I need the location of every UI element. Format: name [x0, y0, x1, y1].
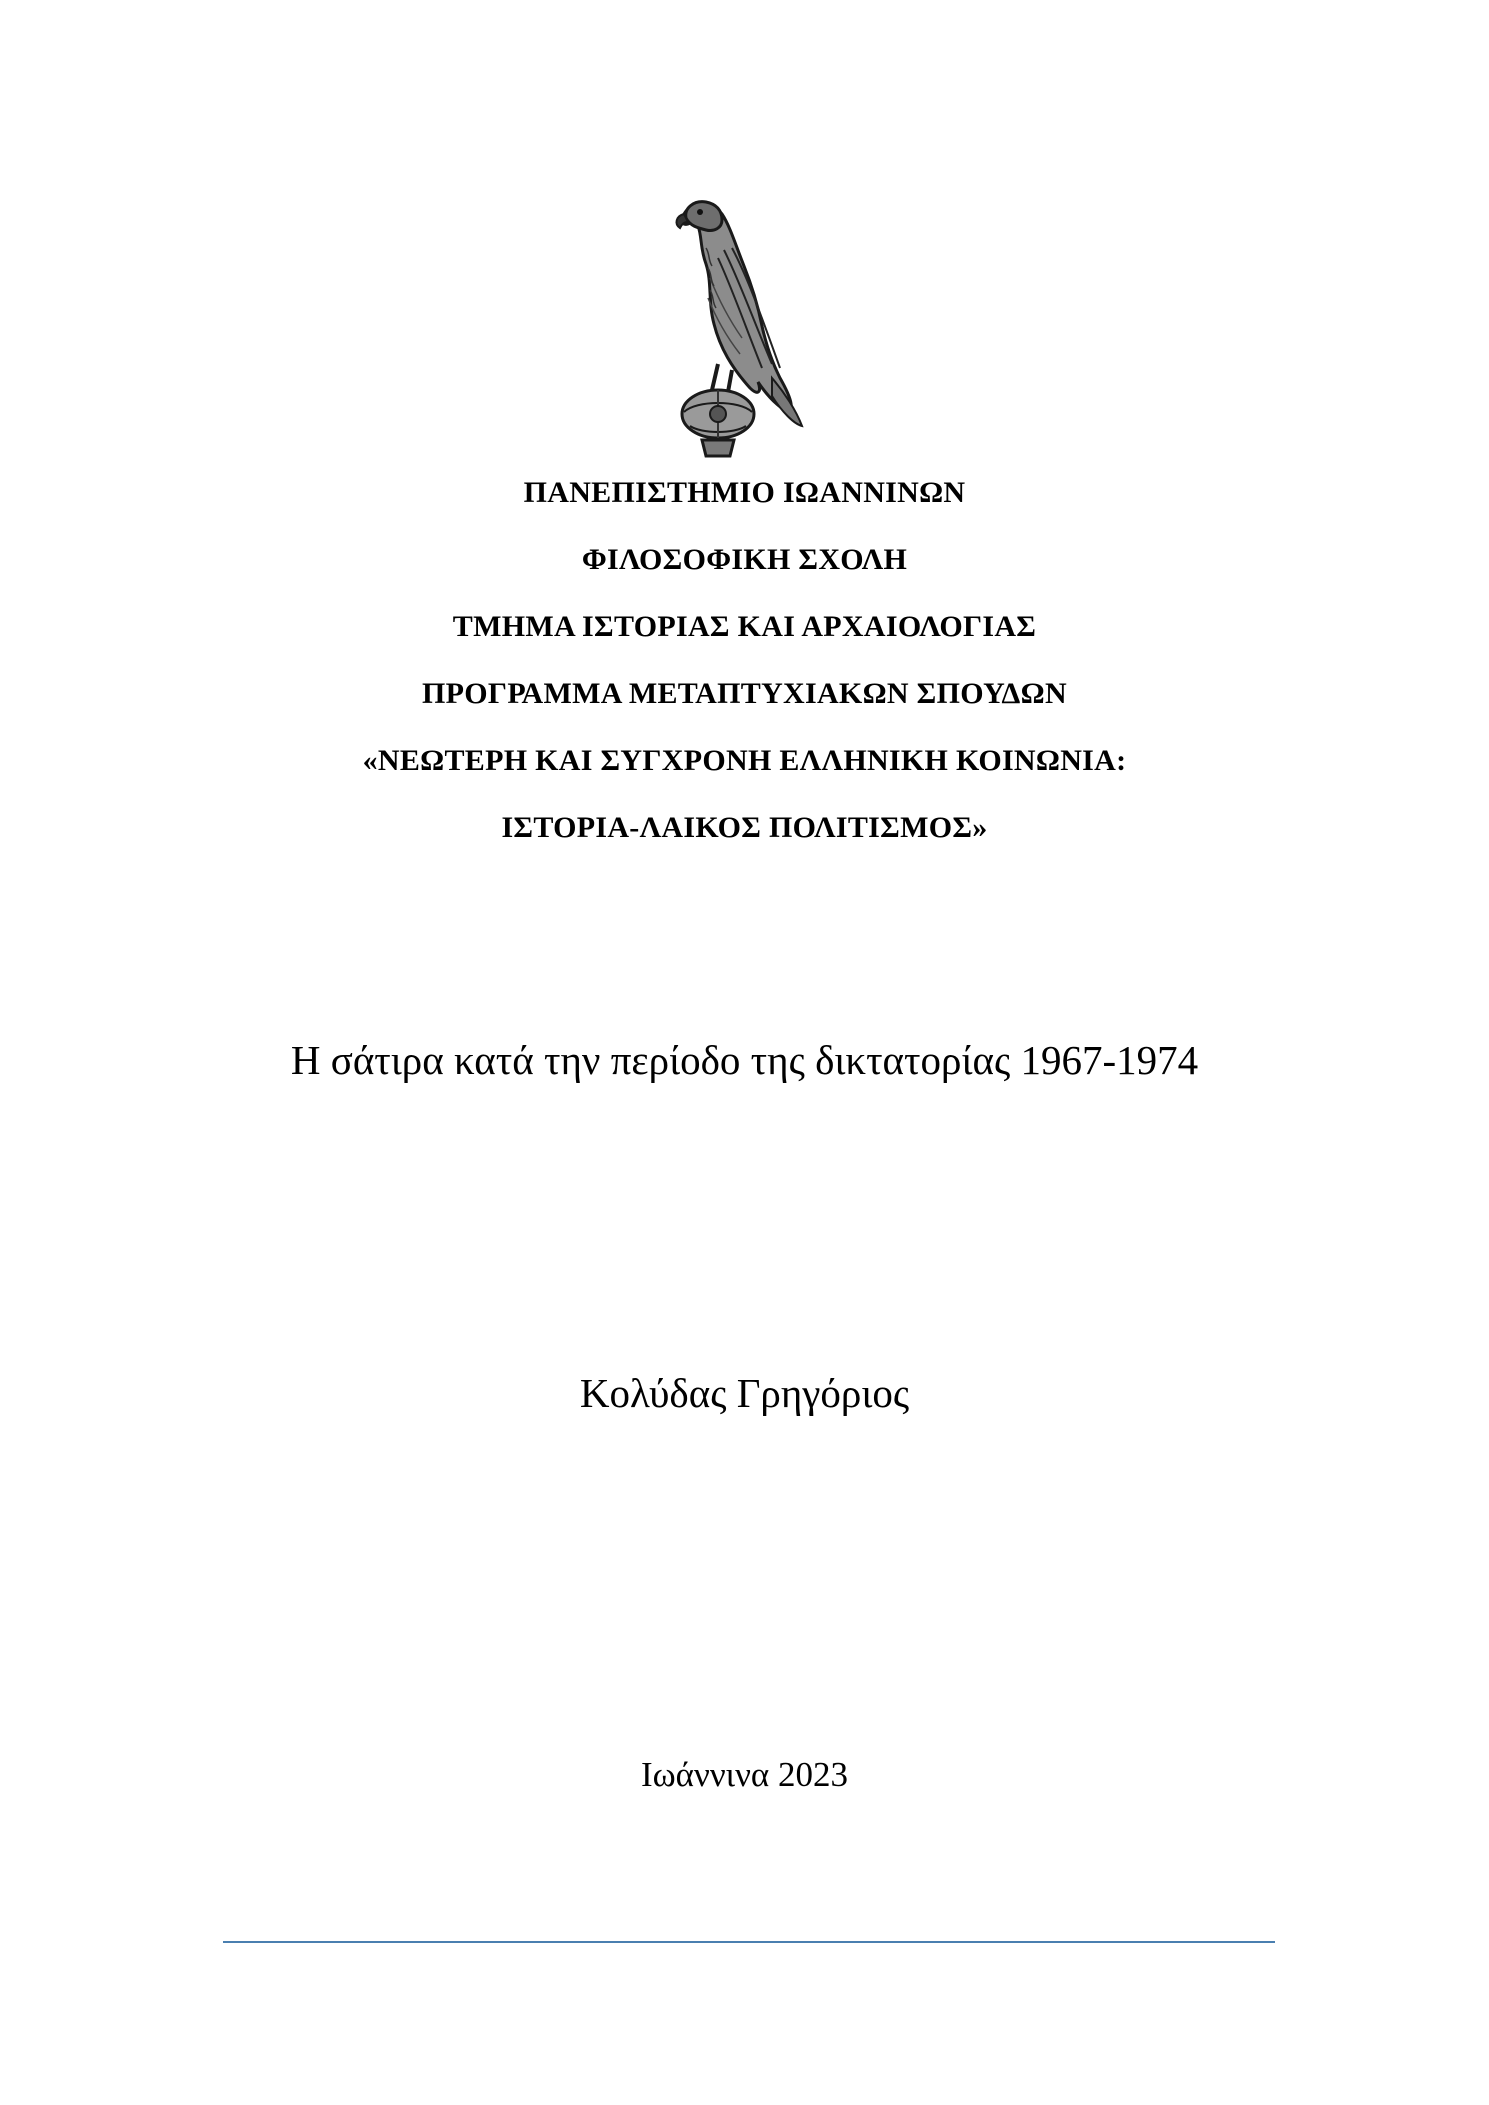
program-title-line-1: «ΝΕΩΤΕΡΗ ΚΑΙ ΣΥΓΧΡΟΝΗ ΕΛΛΗΝΙΚΗ ΚΟΙΝΩΝΙΑ:: [362, 744, 1127, 777]
university-name: ΠΑΝΕΠΙΣΤΗΜΙΟ ΙΩΑΝΝΙΝΩΝ: [523, 476, 966, 509]
place-and-year: Ιωάννινα 2023: [640, 1755, 848, 1794]
department-name: ΤΜΗΜΑ ΙΣΤΟΡΙΑΣ ΚΑΙ ΑΡΧΑΙΟΛΟΓΙΑΣ: [452, 610, 1037, 643]
program-name: ΠΡΟΓΡΑΜΜΑ ΜΕΤΑΠΤΥΧΙΑΚΩΝ ΣΠΟΥΔΩΝ: [422, 677, 1067, 710]
institution-header: [0, 478, 1489, 880]
university-emblem: [662, 178, 832, 460]
footer-divider: [223, 1941, 1275, 1943]
author-name: Κολύδας Γρηγόριος: [579, 1370, 910, 1416]
program-title-line-2: ΙΣΤΟΡΙΑ-ΛΑΙΚΟΣ ΠΟΛΙΤΙΣΜΟΣ»: [501, 811, 988, 844]
thesis-title: Η σάτιρα κατά την περίοδο της δικτατορίας 1967-1974: [290, 1037, 1199, 1083]
school-name: ΦΙΛΟΣΟΦΙΚΗ ΣΧΟΛΗ: [581, 543, 908, 576]
eagle-emblem-icon: [662, 178, 832, 460]
